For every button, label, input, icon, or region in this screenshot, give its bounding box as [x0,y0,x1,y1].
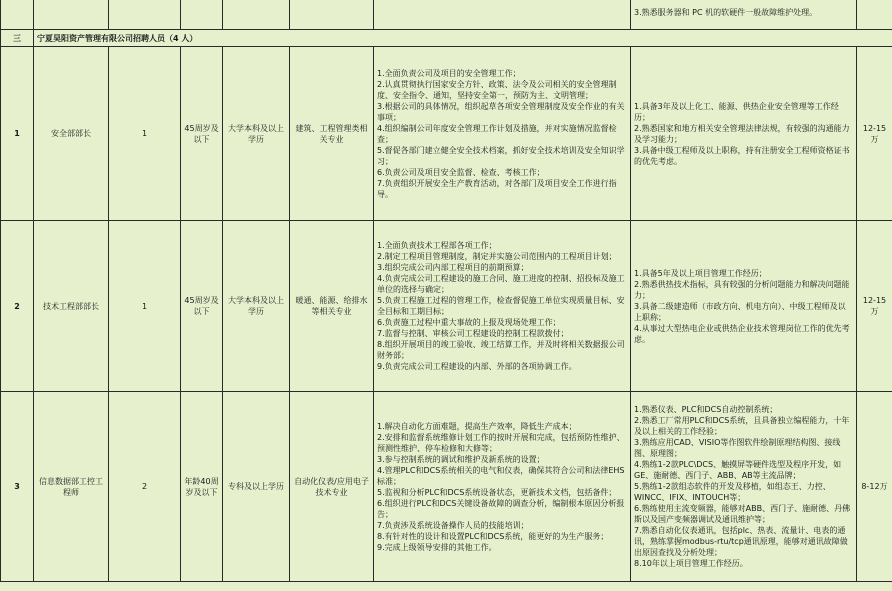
duty-item: 6.负责施工过程中重大事故的上报及现场处理工作； [377,318,561,327]
row-number: 3 [1,392,34,582]
duties-list [377,240,627,372]
requirement-item: 2.熟悉国家和地方相关安全管理法律法规，有较强的沟通能力及学习能力； [634,123,850,144]
duty-item: 4.管理PLC和DCS系统相关的电气和仪表，确保其符合公司和法律EHS标准； [377,465,625,486]
cell-requirements [631,0,857,30]
requirements-list [634,268,853,345]
section-header-row [1,30,892,47]
major: 建筑、工程管理类相关专业 [290,47,374,221]
duty-item: 1.全面负责公司及项目的安全管理工作； [377,68,521,78]
age-limit: 45周岁及以下 [181,47,223,221]
position-name: 技术工程部部长 [34,221,109,392]
duty-item: 5.监视和分析PLC和DCS系统设备状态，更新技术文档，包括备件； [377,487,617,497]
requirement-item: 3.熟悉服务器和 PC 机的软硬件一般故障维护处理。 [634,7,818,17]
education: 大学本科及以上学历 [223,221,290,392]
cell-empty [857,0,892,30]
requirement-item: 3.具备二级建造师（市政方向、机电方向）、中级工程师及以上职称； [634,301,846,322]
hire-count: 2 [109,392,181,582]
duty-item: 7.负责涉及系统设备操作人员的技能培训； [377,520,529,530]
cell-empty [109,0,181,30]
salary: 12-15万 [857,221,892,392]
duty-item: 5.督促各部门建立健全安全技术档案，抓好安全技术培训及安全知识学习； [377,145,625,166]
duties-list [377,68,627,200]
age-limit: 年龄40周岁及以下 [181,392,223,582]
requirements-list [634,101,853,167]
requirement-item: 4.熟练1-2款PLC\DCS、触摸屏等硬件选型及程序开发，如GE、施耐德、西门子、ABB、AB等主流品牌； [634,460,842,480]
requirements-list [634,404,853,569]
hire-count: 1 [109,221,181,392]
major: 自动化仪表/应用电子技术专业 [290,392,374,582]
cell-empty [374,0,631,30]
duties-cell [374,47,631,221]
cell-empty [34,0,109,30]
requirement-item: 1.熟悉仪表、PLC和DCS自动控制系统； [634,405,778,414]
duty-item: 3.参与控制系统的调试和维护及新系统的设置； [377,454,545,464]
duties-list [377,421,627,553]
salary: 12-15万 [857,47,892,221]
requirement-item: 5.熟练1-2款组态软件的开发及移植，如组态王、力控、WINCC、IFIX、INTOUCH等； [634,482,831,502]
duty-item: 8.组织开展项目的竣工验收、竣工结算工作，并及时将相关数据报公司财务部； [377,340,625,360]
salary: 8-12万 [857,392,892,582]
duty-item: 9.完成上级领导安排的其他工作。 [377,542,497,552]
duty-item: 3.根据公司的具体情况，组织起草各项安全管理制度及安全作业的有关事项； [377,101,625,122]
cell-empty [290,0,374,30]
requirement-item: 3.具备中级工程师及以上职称，持有注册安全工程师资格证书的优先考虑。 [634,145,850,166]
cell-empty [1,0,34,30]
table-row [1,221,892,392]
duty-item: 7.监督与控制、审核公司工程建设的控制工程款拨付； [377,329,569,338]
duty-item: 6.负责公司及项目安全监督、检查、考核工作； [377,167,545,177]
position-name: 安全部部长 [34,47,109,221]
duty-item: 9.负责完成公司工程建设的内部、外部的各项协调工作。 [377,362,577,371]
education: 大学本科及以上学历 [223,47,290,221]
requirement-item: 2.熟悉供热技术指标，具有较强的分析问题能力和解决问题能力； [634,279,850,300]
requirement-item: 4.从事过大型热电企业或供热企业技术管理岗位工作的优先考虑。 [634,323,850,344]
requirement-item: 2.熟悉工厂常用PLC和DCS系统，且具备独立编程能力，十年及以上相关的工作经验； [634,416,850,436]
cell-empty [223,0,290,30]
age-limit: 45周岁及以下 [181,221,223,392]
row-number: 1 [1,47,34,221]
duty-item: 6.组织进行PLC和DCS关键设备故障的调查分析，编制根本原因分析报告； [377,498,625,519]
section-title: 宁夏昊阳资产管理有限公司招聘人员（4 人） [34,30,892,47]
requirement-item: 7.熟悉自动化仪表通讯，包括plc、热表、流量计、电表的通讯，熟练掌握modbus-rtu/tcp通讯原理，能够对通讯故障做出原因查找及分析处理； [634,526,848,557]
duties-cell [374,392,631,582]
education: 专科及以上学历 [223,392,290,582]
hire-count: 1 [109,47,181,221]
duty-item: 8.有针对性的设计和设置PLC和DCS系统，能更好的为生产服务； [377,531,609,541]
requirements-list [634,7,853,18]
duty-item: 2.安排和监督系统维修计划工作的按时开展和完成，包括预防性维护、预测性维护、停车检修和大修等； [377,432,625,453]
requirement-item: 1.具备3年及以上化工、能源、供热企业安全管理等工作经历； [634,101,839,122]
duty-item: 1.全面负责技术工程部各项工作； [377,241,497,250]
continuation-row [1,0,892,30]
section-number: 三 [1,30,34,47]
position-name: 信息数据部工控工程师 [34,392,109,582]
table-row [1,392,892,582]
duty-item: 5.负责工程施工过程的管理工作，检查督促施工单位实现质量目标、安全目标和工期目标； [377,296,625,316]
duty-item: 4.负责完成公司工程建设的施工合同、施工进度的控制、招投标及施工单位的选择与确定； [377,274,625,294]
duties-cell [374,221,631,392]
duty-item: 7.负责组织开展安全生产教育活动，对各部门及项目安全工作进行指导。 [377,178,617,199]
requirements-cell [631,392,857,582]
requirements-cell [631,47,857,221]
duty-item: 3.组织完成公司内部工程项目的前期预算； [377,263,529,272]
cell-empty [181,0,223,30]
duty-item: 1.解决自动化方面难题，提高生产效率，降低生产成本； [377,421,577,431]
requirement-item: 1.具备5年及以上项目管理工作经历； [634,268,767,278]
requirements-cell [631,221,857,392]
row-number: 2 [1,221,34,392]
requirement-item: 3.熟练应用CAD、VISIO等作图软件绘制原理结构图、接线图、原理图； [634,438,841,458]
duty-item: 2.认真贯彻执行国家安全方针、政策、法令及公司相关的安全管理制度、安全指令、通知，坚持安全第一，预防为主、文明管理； [377,79,617,100]
duty-item: 2.制定工程项目管理制度，制定并实施公司范围内的工程项目计划； [377,252,617,261]
table-row [1,47,892,221]
major: 暖通、能源、给排水等相关专业 [290,221,374,392]
requirement-item: 8.10年以上项目管理工作经历。 [634,559,748,568]
requirement-item: 6.熟练使用主流变频器，能够对ABB、西门子、施耐德、丹佛斯以及国产变频器调试及通讯维护等； [634,504,851,524]
duty-item: 4.组织编制公司年度安全管理工作计划及措施，并对实施情况监督检查； [377,123,617,144]
